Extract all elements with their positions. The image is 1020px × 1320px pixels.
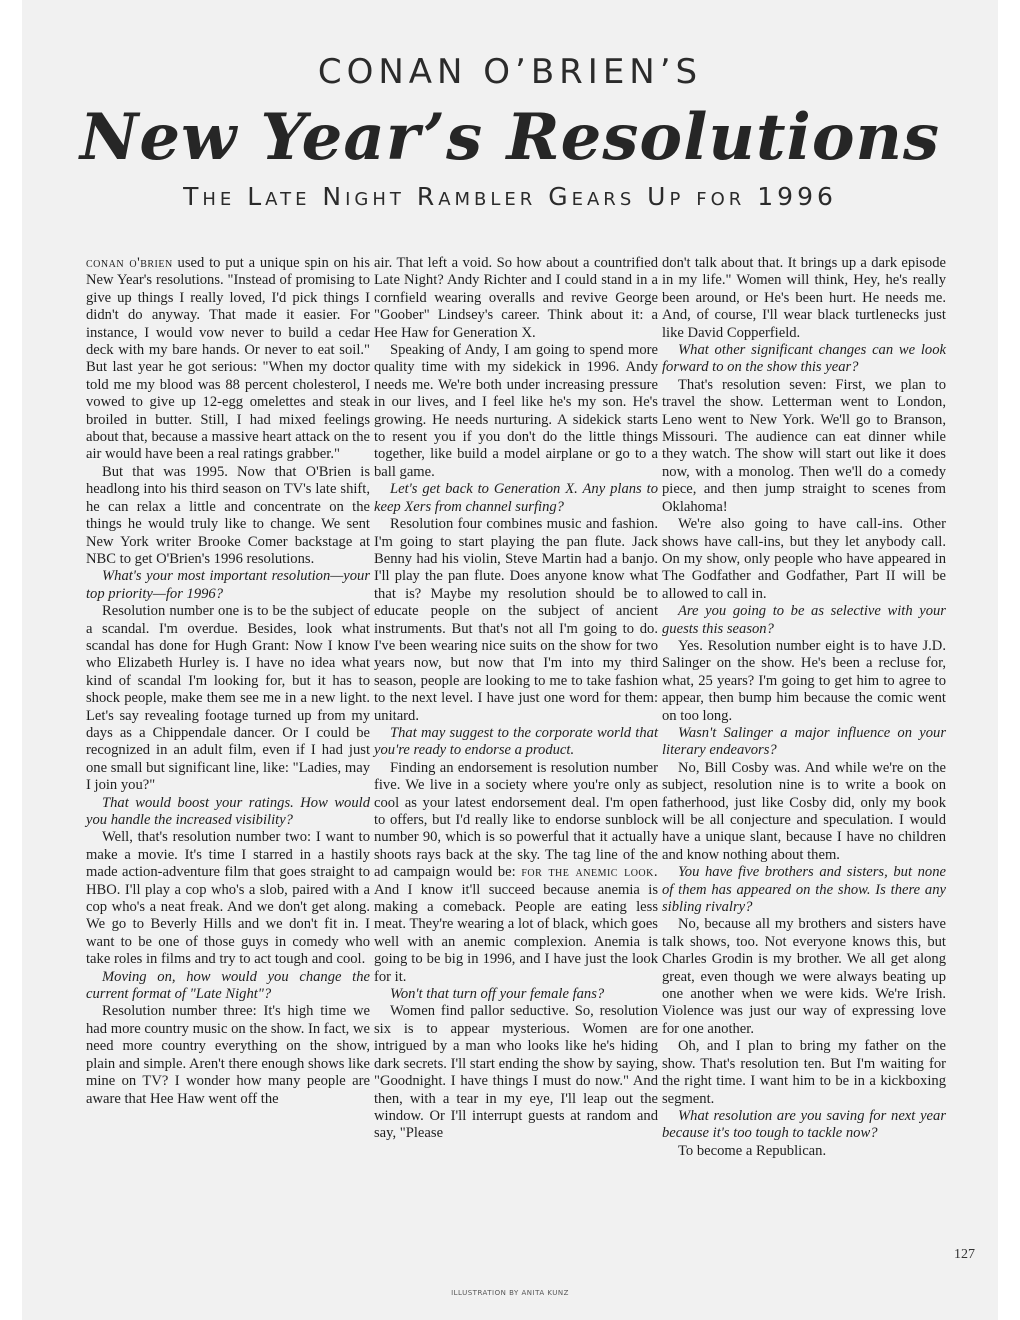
question: Are you going to be as selective with your guests this season? [662, 603, 946, 637]
kicker-title: CONAN O’BRIEN’S [317, 52, 703, 92]
paragraph: To become a Republican. [678, 1142, 827, 1159]
question: Let's get back to Generation X. Any plans to keep Xers from channel surfing? [374, 481, 658, 515]
paragraph: No, because all my brothers and sisters have talk shows, too. Not everyone knows this, but Charles Grodin is my brother. We all get along great, even though we were always beating up one another when we were kids. We're Irish. Violence was just our way of expressing love for one another. [662, 916, 946, 1037]
article-column-3 [662, 255, 946, 1160]
paragraph [86, 255, 370, 464]
paragraph: don't talk about that. It brings up a dark episode in my life." Women will think, Hey, he's really been around, or He's been hurt. He needs me. And, of course, I'll wear black turtlenecks just like David Copperfield. [662, 255, 946, 341]
paragraph: But that was 1995. Now that O'Brien is headlong into his third season on TV's late shift, he can relax a little and concentrate on the things he would truly like to change. We sent New York writer Brooke Comer backstage at NBC to get O'Brien's 1996 resolutions. [86, 463, 370, 567]
headline: New Year’s Resolutions [79, 100, 941, 175]
paragraph [374, 760, 658, 986]
question: Wasn't Salinger a major influence on your literary endeavors? [662, 724, 946, 759]
subhead: The Late Night Rambler Gears Up for 1996 [183, 182, 837, 211]
paragraph: Speaking of Andy, I am going to spend more quality time with my sidekick in 1996. Andy needs me. We're both under increasing pressure in our lives, and I feel like he's my son. He's growing. He needs nurturing. A sidekick starts to resent you if you don't do the little things together, like build a model airplane or go to a ball game. [374, 342, 658, 480]
page-number: 127 [954, 1247, 975, 1262]
question: Won't that turn off your female fans? [390, 986, 605, 1003]
paragraph: Resolution four combines music and fashion. I'm going to start playing the pan flute. Jack Benny had his violin, Steve Martin had a banjo. I'll play the pan flute. Does anyone know what that is? Maybe my resolution should be to educate people on the subject of ancient instruments. But that's not all I'm going to do. I've been wearing nice suits on the show for two years now, but now that I'm into my third season, people are looking to me to take fashion to the next level. I have just one word for them: unitard. [374, 516, 658, 724]
question: That would boost your ratings. How would you handle the increased visibility? [86, 794, 370, 828]
article-column-2 [374, 255, 658, 1143]
question: What's your most important resolution—your top priority—for 1996? [86, 568, 370, 602]
paragraph: That's resolution seven: First, we plan to travel the show. Letterman went to London, Leno went to New York. We'll go to Branson, Missouri. The audience can eat dinner while they watch. The show will start out like it does now, with a monolog. Then we'll do a comedy piece, and then jump straight to scenes from Oklahoma! [662, 376, 946, 515]
paragraph: Resolution number one is to be the subject of a scandal. I'm overdue. Besides, look what scandal has done for Hugh Grant: Now I know who Elizabeth Hurley is. I have no idea what kind of scandal I'm looking for, but it has to shock people, make them see me in a new light. Let's say revealing footage turned up from my days as a Chippendale dancer. Or I could be recognized in an adult film, even if I had just one small but significant line, like: "Ladies, may I join you?" [86, 603, 370, 794]
question: What resolution are you saving for next year because it's too tough to tackle now? [662, 1107, 946, 1142]
paragraph-text: And I know it'll succeed because anemia is making a comeback. People are eating less meat. They're wearing a lot of black, which goes well with an anemic complexion. Anemia is going to be big in 1996, and I have just the look for it. [374, 881, 658, 985]
paragraph: Well, that's resolution number two: I want to make a movie. It's time I starred in a hastily made action-adventure film that goes straight to HBO. I'll play a cop who's a slob, paired with a cop who's a neat freak. And we don't get along. We go to Beverly Hills and we don't fit in. I want to be one of those guys in comedy who take roles in films and try to act tough and cool. [86, 829, 370, 968]
paragraph-text: used to put a unique spin on his New Year's resolutions. "Instead of promising to give up things I really loved, I'd pick things I didn't do anyway. That made it easier. For instance, I would vow never to build a cedar deck with my bare hands. Or never to eat soil." But last year he got serious: "When my doctor told me my blood was 88 percent cholesterol, I vowed to give up 12-egg omelettes and steak broiled in butter. Still, I had mixed feelings about that, because a massive heart attack on the air would have been a real ratings grabber." [86, 255, 371, 463]
paragraph: Oh, and I plan to bring my father on the show. That's resolution ten. But I'm waiting for the right time. I want him to be in a kickboxing segment. [662, 1038, 946, 1107]
paragraph: Women find pallor seductive. So, resolution six is to appear mysterious. Women are intrigued by a man who looks like he's hiding dark secrets. I'll start ending the show by saying, "Goodnight. I have things I must do now." And then, with a tear in my eye, I'll leap out the window. Or I'll interrupt guests at random and say, "Please [374, 1003, 658, 1142]
lead-name: conan o'brien [86, 255, 173, 271]
article-column-1 [86, 255, 370, 1108]
paragraph-text: Finding an endorsement is resolution number five. We live in a society where you're only as cool as your latest endorsement deal. I'm open to offers, but I'd really like to endorse sunblock number 90, which is so powerful that it actually shoots rays back at the sky. The tag line of the ad campaign would be: [374, 759, 658, 881]
question: What other significant changes can we look forward to on the show this year? [662, 342, 946, 376]
illustration-credit: ILLUSTRATION BY ANITA KUNZ [451, 1289, 569, 1297]
question: That may suggest to the corporate world that you're ready to endorse a product. [374, 724, 658, 759]
paragraph: We're also going to have call-ins. Other shows have call-ins, but they let anybody call. On my show, only people who have appeared in The Godfather and Godfather, Part II will be allowed to call in. [662, 516, 946, 602]
paragraph: Yes. Resolution number eight is to have J.D. Salinger on the show. He's been a recluse for, what, 25 years? I'm going to get him to agree to appear, then bump him because the comic went on too long. [662, 637, 946, 724]
question: You have five brothers and sisters, but none of them has appeared on the show. Is there any sibling rivalry? [662, 864, 946, 916]
paragraph: No, Bill Cosby was. And while we're on the subject, resolution nine is to write a book on fatherhood, just like Cosby did, only my book will be all conjecture and speculation. I would have a unique slant, because I have no children and know nothing about them. [662, 759, 946, 863]
question: Moving on, how would you change the current format of "Late Night"? [86, 968, 370, 1003]
paragraph: Resolution number three: It's high time we had more country music on the show. In fact, we need more country everything on the show, plain and simple. Aren't there enough shows like mine on TV? I wonder how many people are aware that Hee Haw went off the [86, 1003, 370, 1107]
ad-tagline: for the anemic look. [521, 864, 659, 881]
paragraph: air. That left a void. So how about a countrified Late Night? Andy Richter and I could stand in a cornfield wearing overalls and revive George "Goober" Lindsey's career. Think about it: a Hee Haw for Generation X. [374, 255, 658, 341]
